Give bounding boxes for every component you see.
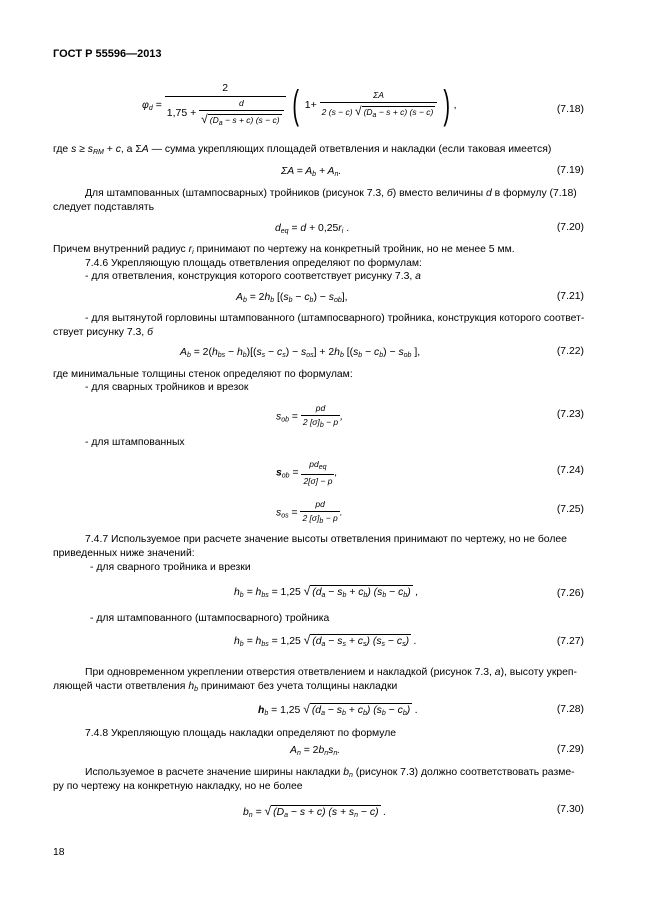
text: b — [194, 686, 198, 693]
eq-text: = — [155, 99, 162, 112]
eq-text: h — [255, 636, 262, 647]
eq-text: ) (s — [366, 705, 382, 716]
eq-text: a — [218, 119, 223, 127]
text: принимают по чертежу на конкретный тройник, но не менее 5 мм. — [193, 244, 515, 255]
equation-number: (7.21) — [556, 291, 584, 302]
eq-text: c — [304, 292, 310, 303]
eq-text: 2 [σ] — [302, 416, 320, 427]
eq-text: (D — [209, 114, 219, 125]
text: ствует рисунку 7.3, — [53, 327, 148, 338]
equation-7-29 — [290, 744, 340, 759]
eq-text: b — [239, 592, 244, 599]
eq-text: = 1,25 — [268, 636, 304, 647]
equation-number: (7.19) — [556, 165, 584, 176]
text: принимают без учета толщины накладки — [198, 681, 398, 692]
text: r — [188, 244, 193, 255]
text: а — [415, 271, 421, 282]
eq-text: (D — [273, 807, 285, 818]
eq-text: b — [242, 297, 247, 304]
eq-text: + c — [346, 587, 364, 598]
eq-text: − — [265, 347, 278, 358]
paren-left: ( — [291, 83, 299, 128]
text: б — [386, 188, 393, 199]
eq-text: ) − — [285, 347, 302, 358]
eq-text: . — [343, 223, 350, 234]
equation-number: (7.20) — [556, 222, 584, 233]
eq-text: a — [321, 641, 326, 648]
eq-text: . — [338, 166, 342, 177]
equation-7-20 — [275, 222, 349, 237]
text: s — [87, 144, 93, 155]
eq-text: . — [380, 807, 387, 818]
text: где — [53, 144, 72, 155]
eq-text: n — [334, 171, 339, 178]
equation-number: (7.26) — [556, 588, 584, 599]
eq-text: (d — [312, 636, 322, 647]
text: ), высоту укреп- — [500, 667, 578, 678]
eq-text: = 1,25 — [268, 705, 304, 716]
eq-text: ΣA — [320, 90, 438, 103]
eq-text: + A — [316, 166, 335, 177]
eq-text: − s — [324, 705, 343, 716]
eq-text: . — [411, 636, 417, 647]
eq-fraction — [320, 90, 438, 120]
text: в формулу (7.18) — [491, 188, 577, 199]
eq-text: ) — [405, 636, 410, 647]
eq-text: b — [339, 352, 344, 359]
text: h — [188, 681, 195, 692]
equation-7-19 — [281, 165, 341, 180]
document-header: ГОСТ Р 55596—2013 — [53, 48, 162, 60]
equation-number: (7.28) — [556, 704, 584, 715]
eq-text: − c — [385, 636, 403, 647]
equation-number: (7.24) — [556, 465, 584, 476]
paragraph: 7.4.7 Используемое при расчете значение высоты ответвления принимают по чертежу, но не более — [85, 534, 567, 545]
eq-text: 1+ — [304, 99, 317, 112]
eq-text: h — [211, 347, 218, 358]
eq-text: , — [453, 99, 457, 112]
eq-text: b — [363, 592, 368, 599]
eq-text: s — [301, 347, 307, 358]
eq-text: = — [288, 223, 301, 234]
eq-text: s — [283, 292, 289, 303]
eq-text: − — [362, 347, 375, 358]
text: n — [348, 772, 353, 779]
text: ) вместо величины — [392, 188, 486, 199]
sqrt-symbol: √ — [303, 633, 311, 647]
text: A — [141, 144, 149, 155]
eq-text: , — [334, 467, 338, 479]
eq-text: − c) — [358, 807, 379, 818]
equation-number: (7.18) — [556, 104, 584, 115]
equation-7-25 — [276, 499, 343, 526]
eq-text: = — [243, 636, 256, 647]
eq-text: h — [234, 587, 240, 598]
eq-text: os — [281, 512, 289, 520]
equation-7-23 — [276, 403, 343, 430]
eq-text: s — [328, 745, 334, 756]
equation-number: (7.27) — [556, 636, 584, 647]
eq-text: ], — [411, 347, 421, 358]
eq-text: b — [242, 352, 247, 359]
eq-text: c — [374, 347, 380, 358]
eq-text: b — [239, 641, 244, 648]
eq-fraction — [301, 403, 340, 430]
paragraph: следует подставлять — [53, 202, 155, 213]
sqrt-symbol: √ — [201, 111, 208, 126]
text: b — [343, 767, 349, 778]
eq-text: a — [321, 710, 325, 717]
sqrt-symbol: √ — [264, 804, 272, 818]
equation-7-28 — [258, 702, 418, 719]
text: При одновременном укреплении отверстия ответвлением и накладкой (рисунок 7.3, — [85, 667, 495, 678]
text: — сумма укрепляющих площадей ответвления и накладки (если таковая имеется) — [148, 144, 552, 155]
equation-number: (7.29) — [556, 744, 584, 755]
equation-7-30 — [243, 804, 386, 821]
eq-text: + 0,25 — [306, 223, 339, 234]
eq-text: b — [318, 745, 325, 756]
text: d — [485, 188, 492, 199]
eq-text: = — [243, 587, 256, 598]
eq-text: − — [292, 292, 305, 303]
eq-text: eq — [280, 228, 289, 235]
eq-text: b — [402, 710, 407, 717]
eq-text: s — [256, 347, 262, 358]
eq-text: 2 (s − c) — [321, 106, 353, 117]
eq-text: ] + 2 — [313, 347, 335, 358]
eq-text: d — [275, 223, 281, 234]
eq-text: n — [296, 750, 301, 757]
eq-text: s — [398, 347, 404, 358]
eq-text: ob — [403, 352, 412, 359]
eq-text: b — [270, 297, 275, 304]
eq-text: n — [333, 750, 338, 757]
eq-text: b — [243, 807, 249, 818]
eq-text: . — [337, 745, 341, 756]
eq-text: ob — [281, 472, 290, 480]
eq-text: φ — [142, 99, 149, 112]
eq-text: b — [342, 710, 346, 717]
eq-text: h — [334, 347, 340, 358]
eq-text: h — [255, 587, 262, 598]
sqrt-symbol: √ — [303, 584, 311, 598]
eq-text: eq — [318, 464, 327, 471]
eq-text: n — [248, 812, 253, 819]
eq-text: (D — [363, 106, 373, 117]
eq-text: = — [291, 507, 298, 519]
eq-text: d — [300, 223, 307, 234]
eq-text: h — [236, 347, 243, 358]
equation-number: (7.22) — [556, 346, 584, 357]
eq-text: s — [276, 411, 282, 423]
eq-text: = 2( — [190, 347, 212, 358]
eq-text: b — [288, 297, 293, 304]
eq-text: pd — [300, 499, 339, 512]
eq-text: b — [186, 352, 191, 359]
eq-text: . — [339, 507, 343, 519]
eq-text: − s — [325, 587, 343, 598]
eq-text: , — [412, 587, 419, 598]
eq-text: 2[σ] − p — [303, 475, 333, 486]
eq-text: b — [362, 710, 367, 717]
eq-text: s — [342, 641, 346, 648]
eq-text: b — [319, 517, 324, 525]
eq-text: b — [381, 710, 386, 717]
equation-7-26 — [234, 584, 418, 601]
text: i — [192, 249, 194, 256]
eq-text: h — [264, 292, 271, 303]
eq-text: bs — [261, 592, 269, 599]
text: б — [147, 327, 153, 338]
eq-text: b — [264, 710, 269, 717]
eq-text: a — [321, 592, 326, 599]
text: Причем внутренний радиус — [53, 244, 189, 255]
eq-text: bs — [261, 641, 269, 648]
paragraph: - для сварного тройника и врезки — [90, 562, 251, 573]
eq-text: a — [284, 812, 288, 819]
eq-text: os — [306, 352, 314, 359]
equation-7-21 — [236, 291, 348, 306]
eq-text: 2 — [165, 82, 286, 97]
eq-text: h — [234, 636, 240, 647]
eq-text: s — [402, 641, 406, 648]
eq-fraction — [300, 499, 339, 526]
eq-text: d — [199, 98, 283, 111]
eq-text: s — [276, 467, 282, 479]
eq-text: A — [236, 292, 243, 303]
text: s — [71, 144, 77, 155]
text: + — [103, 144, 116, 155]
paragraph: - для вытянутой горловины штампованного (штампосварного) тройника, конструкция которого соответ- — [85, 313, 585, 324]
eq-text: = 2 — [246, 292, 265, 303]
eq-text: − s + c) (s + s — [288, 807, 355, 818]
paragraph — [85, 666, 577, 679]
equation-number: (7.25) — [556, 504, 584, 515]
equation-number: (7.30) — [556, 804, 584, 815]
eq-text: − p — [323, 416, 339, 427]
eq-text: s — [328, 292, 334, 303]
paragraph: - для сварных тройников и врезок — [85, 382, 249, 393]
eq-text: b — [312, 171, 317, 178]
eq-text: (d — [311, 705, 322, 716]
eq-text: h — [258, 705, 265, 716]
eq-text: = — [252, 807, 265, 818]
paragraph — [85, 187, 577, 200]
paragraph — [85, 270, 421, 283]
eq-text: ob — [281, 416, 289, 424]
eq-text: b — [309, 297, 314, 304]
paragraph: - для штампованных — [85, 437, 185, 448]
eq-fraction — [165, 82, 286, 129]
paren-right: ) — [443, 83, 451, 128]
eq-text: b — [358, 352, 363, 359]
equation-7-18 — [142, 82, 457, 129]
paragraph — [85, 766, 575, 781]
eq-text: [( — [274, 292, 284, 303]
eq-text: b — [319, 421, 324, 429]
equation-7-24 — [276, 459, 337, 486]
paragraph — [53, 243, 515, 258]
eq-text: ob — [333, 297, 342, 304]
eq-text: 1,75 + — [166, 107, 197, 120]
eq-text: n — [354, 812, 359, 819]
eq-text: − c — [386, 587, 404, 598]
sqrt-symbol: √ — [303, 702, 310, 716]
eq-text: b — [342, 592, 347, 599]
equation-7-27 — [234, 633, 417, 650]
paragraph: приведенных ниже значений: — [53, 548, 195, 559]
eq-text: ) — [407, 587, 411, 598]
text: а — [494, 667, 501, 678]
eq-text: s — [353, 347, 359, 358]
eq-text: b — [379, 352, 384, 359]
eq-text: [( — [343, 347, 354, 358]
eq-text: − s + c) (s − c) — [222, 114, 280, 125]
paragraph: 7.4.6 Укрепляющую площадь ответвления определяют по формулам: — [85, 258, 422, 269]
text: Используемое в расчете значение ширины накладки — [85, 767, 344, 778]
eq-text: A — [290, 745, 297, 756]
sqrt-symbol: √ — [354, 103, 362, 118]
equation-7-22 — [180, 346, 420, 361]
eq-text: 2 [σ] — [302, 512, 320, 523]
eq-text: s — [282, 352, 286, 359]
eq-text: r — [338, 223, 342, 234]
eq-text: d — [148, 105, 153, 113]
eq-text: c — [277, 347, 283, 358]
page-number: 18 — [53, 847, 65, 858]
eq-text: − s + c) (s − c) — [376, 106, 434, 117]
text: Для штампованных (штампосварных) тройников (рисунок 7.3, — [85, 188, 387, 199]
eq-text: = 1,25 — [268, 587, 304, 598]
paragraph: 7.4.8 Укрепляющую площадь накладки определяют по формуле — [85, 728, 397, 739]
eq-text: − s — [325, 636, 343, 647]
text: (рисунок 7.3) должно соответствовать разме- — [352, 767, 575, 778]
eq-text: ΣA = A — [281, 166, 313, 177]
eq-text: s — [261, 352, 266, 359]
eq-text: + c — [345, 636, 364, 647]
paragraph: ру по чертежу на конкретную накладку, но не более — [53, 781, 303, 792]
eq-fraction — [301, 459, 334, 486]
eq-text: − c — [385, 705, 403, 716]
paragraph — [53, 326, 153, 339]
eq-text: , — [340, 411, 344, 423]
text: c — [115, 144, 121, 155]
eq-text: )[( — [246, 347, 257, 358]
eq-text: i — [341, 228, 344, 235]
paragraph: - для штампованного (штампосварного) тройника — [90, 613, 330, 624]
paragraph — [53, 143, 551, 158]
eq-text: b — [403, 592, 408, 599]
eq-text: ) − — [313, 292, 329, 303]
eq-text: A — [180, 347, 187, 358]
eq-text: bs — [217, 352, 226, 359]
eq-text: = 2 — [300, 745, 319, 756]
text: - для ответвления, конструкция которого соответствует рисунку 7.3, — [85, 271, 416, 282]
eq-text: s — [276, 507, 282, 519]
text: RM — [92, 149, 104, 156]
eq-text: pd — [309, 459, 319, 469]
eq-text: ) (s — [366, 636, 382, 647]
eq-text: + c — [345, 705, 363, 716]
eq-text: ) — [406, 705, 411, 716]
eq-text: ) − — [383, 347, 399, 358]
eq-text: − — [225, 347, 237, 358]
eq-text: = — [292, 467, 299, 479]
eq-text: . — [412, 705, 418, 716]
eq-text: pd — [301, 403, 340, 416]
text: ляющей части ответвления — [53, 681, 189, 692]
eq-text: = — [291, 411, 298, 423]
eq-fraction — [199, 98, 283, 128]
eq-text: (d — [312, 587, 322, 598]
text: ≥ — [76, 144, 88, 155]
eq-text: ], — [341, 292, 348, 303]
eq-text: b — [382, 592, 387, 599]
eq-text: s — [363, 641, 367, 648]
eq-text: ) (s — [367, 587, 383, 598]
eq-text: s — [381, 641, 386, 648]
eq-text: − p — [323, 512, 338, 523]
text: , а Σ — [120, 144, 142, 155]
eq-text: a — [372, 111, 377, 119]
eq-text: n — [324, 750, 329, 757]
paragraph: где минимальные толщины стенок определяют по формулам: — [53, 369, 353, 380]
paragraph — [53, 680, 397, 695]
equation-number: (7.23) — [556, 409, 584, 420]
